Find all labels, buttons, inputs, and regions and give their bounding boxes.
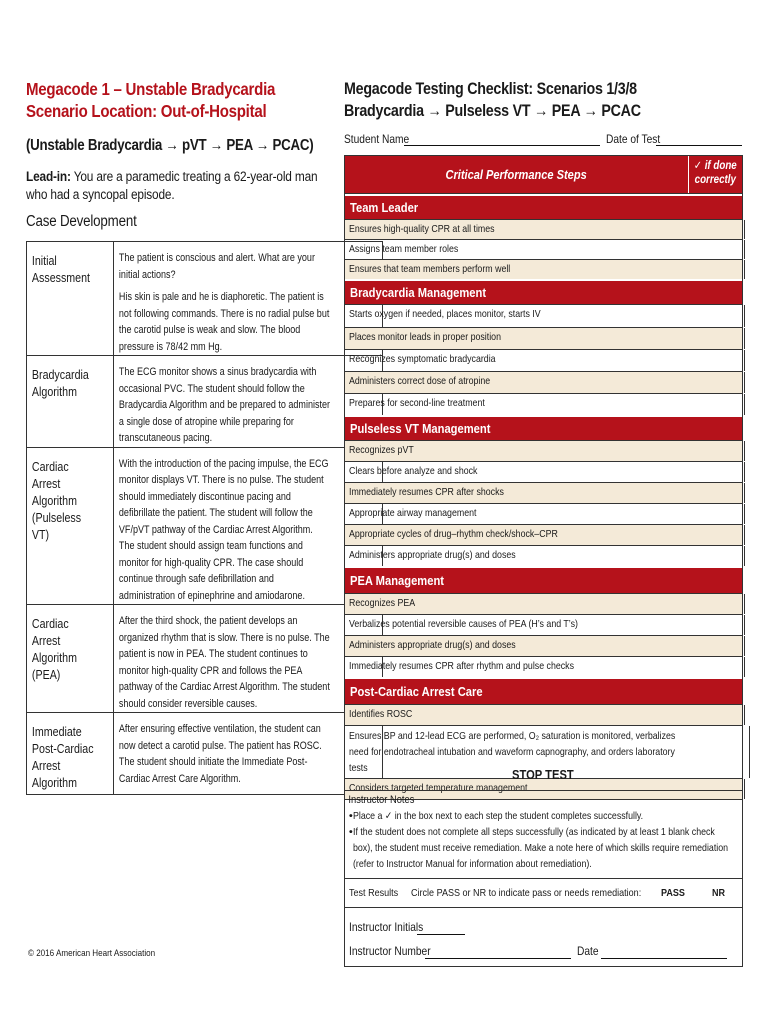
checkbox[interactable] [744,240,745,259]
checklist-row: Considers targeted temperature management [345,778,742,799]
performance-checklist [344,155,743,800]
instructor-number-label: Instructor Number [349,944,431,958]
instructor-signoff [345,907,742,966]
checkbox[interactable] [744,594,745,614]
checkbox[interactable] [744,441,745,461]
case-row-label: Bradycardia Algorithm [31,367,89,399]
checklist-row: Clears before analyze and shock [345,461,742,482]
checklist-header [345,156,742,194]
bullet-icon: • [349,810,353,822]
test-results-row [345,878,742,907]
case-development-table [26,241,383,795]
table-row [27,356,383,448]
case-development-heading: Case Development [26,213,137,230]
copyright: © 2016 American Heart Association [28,948,156,959]
checkbox[interactable] [744,372,745,393]
instructor-initials-field[interactable] [417,934,465,935]
case-row-text: The patient is conscious and alert. What are your initial actions? [118,252,315,281]
checklist-row: Ensures that team members perform well [345,259,742,279]
checklist-row: Recognizes symptomatic bradycardia [345,349,742,371]
student-name-field[interactable] [404,145,600,146]
done-header-line1: ✓ if done [694,160,737,172]
checklist-row: Administers appropriate drug(s) and doses [345,545,742,566]
instructor-initials-label: Instructor Initials [349,920,424,934]
checklist-row: Recognizes PEA [345,593,742,614]
checklist-row: Ensures BP and 12-lead ECG are performed, O₂ saturation is monitored, verbalizes need for endotracheal intubation and waveform capnography, and orders laboratory tests [345,725,742,778]
checkbox[interactable] [744,483,745,503]
date-field[interactable] [601,958,727,959]
checklist-title [344,78,697,122]
checkbox[interactable] [744,525,745,545]
checkbox[interactable] [744,462,745,482]
table-row [27,447,383,605]
student-name-label: Student Name [344,132,410,146]
scenario-sequence: (Unstable Bradycardia → pVT → PEA → PCAC) [26,137,314,154]
case-row-label: Cardiac Arrest Algorithm (PEA) [31,616,77,682]
checklist-row: Appropriate cycles of drug–rhythm check/shock–CPR [345,524,742,545]
lead-in-label: Lead-in: [26,169,71,184]
checklist-row: Starts oxygen if needed, places monitor, starts IV [345,304,742,327]
checkbox[interactable] [744,615,745,635]
nr-option[interactable]: NR [712,887,726,899]
done-header-line2: correctly [694,174,737,186]
checklist-row: Identifies ROSC [345,704,742,725]
date-of-test-label: Date of Test [606,132,661,146]
checklist-row: Verbalizes potential reversible causes of PEA (H’s and T’s) [345,614,742,635]
checkbox[interactable] [744,636,745,656]
checkbox[interactable] [744,657,745,677]
critical-steps-header: Critical Performance Steps [445,167,588,182]
lead-in-text: You are a paramedic treating a 62-year-old man who had a syncopal episode. [26,169,318,202]
checkbox[interactable] [749,726,750,778]
table-row [27,713,383,795]
checklist-row: Ensures high-quality CPR at all times [345,219,742,239]
checkbox[interactable] [744,779,745,799]
lead-in [26,168,330,204]
checklist-row: Immediately resumes CPR after rhythm and pulse checks [345,656,742,677]
checklist-row: Recognizes pVT [345,440,742,461]
section-bradycardia-management: Bradycardia Management [345,279,742,304]
case-row-text: The ECG monitor shows a sinus bradycardia with occasional PVC. The student should follow the Bradycardia Algorithm and be prepared to administer a single dose of atropine while preparing for transcutaneous pacing. [118,366,331,444]
checklist-title-line1: Megacode Testing Checklist: Scenarios 1/3/8 [344,79,637,98]
case-row-label: Initial Assessment [31,253,90,285]
table-row [27,242,383,356]
case-row-text: His skin is pale and he is diaphoretic. The patient is not following commands. There is no radial pulse but the carotid pulse is weak and slow. The blood pressure is 78/42 mm Hg. [118,291,330,353]
case-row-text: After ensuring effective ventilation, the student can now detect a carotid pulse. The patient has ROSC. The student should initiate the Immediate Post-Cardiac Arrest Care Algorithm. [118,723,322,785]
checkbox[interactable] [744,546,745,566]
section-post-cardiac-arrest-care: Post-Cardiac Arrest Care [345,677,742,704]
checklist-row: Assigns team member roles [345,239,742,259]
checkbox[interactable] [744,350,745,371]
checklist-row: Prepares for second-line treatment [345,393,742,415]
section-pea-management: PEA Management [345,566,742,593]
checkbox[interactable] [744,504,745,524]
case-row-text: After the third shock, the patient develops an organized rhythm that is slow. There is no pulse. The patient is now in PEA. The student continues to monitor high-quality CPR and follows the PEA pathway of the Cardiac Arrest Algorithm. The student should consider reversible causes. [118,615,330,710]
test-results-label: Test Results [349,887,399,899]
instructor-notes-box [344,790,743,967]
checkbox[interactable] [744,328,745,349]
checklist-row: Administers correct dose of atropine [345,371,742,393]
section-team-leader: Team Leader [345,194,742,219]
bullet-icon: • [349,826,353,838]
checkbox[interactable] [744,705,745,725]
checklist-row: Places monitor leads in proper position [345,327,742,349]
scenario-title-line1: Megacode 1 – Unstable Bradycardia [26,79,276,99]
pass-option[interactable]: PASS [661,887,685,899]
date-label: Date [577,944,599,958]
case-row-text: With the introduction of the pacing impulse, the ECG monitor displays VT. There is no pulse. The student should immediately discontinue pacing and defibrillate the patient. The student will follow the VF/pVT pathway of the Cardiac Arrest Algorithm. The student should assign team functions and monitor for high-quality CPR. The case should continue through safe defibrillation and administration of epinephrine and amiodarone. [118,457,329,602]
checkbox[interactable] [744,394,745,415]
note-item: • If the student does not complete all steps successfully (as indicated by at least 1 blank check box), the student must receive remediation. Make a note here of which skills require remediation (refer to Instructor Manual for information about remediation). [349,826,728,870]
instructor-notes-title: Instructor Notes [348,794,415,806]
date-of-test-field[interactable] [656,145,742,146]
checkbox[interactable] [744,260,745,279]
stop-test: STOP TEST [511,767,574,782]
section-pulseless-vt-management: Pulseless VT Management [345,415,742,440]
checklist-row: Administers appropriate drug(s) and doses [345,635,742,656]
scenario-panel [26,78,329,231]
checklist-row: Appropriate airway management [345,503,742,524]
test-results-instruction: Circle PASS or NR to indicate pass or needs remediation: [411,887,642,899]
checklist-row: Immediately resumes CPR after shocks [345,482,742,503]
note-item: • Place a ✓ in the box next to each step the student completes successfully. [349,810,643,822]
scenario-title-line2: Scenario Location: Out-of-Hospital [26,101,267,121]
instructor-number-field[interactable] [425,958,571,959]
case-row-label: Immediate Post-Cardiac Arrest Algorithm [31,724,94,790]
case-row-label: Cardiac Arrest Algorithm (Pulseless VT) [31,458,82,542]
checkbox[interactable] [744,220,745,239]
checkbox[interactable] [744,305,745,327]
checklist-title-line2: Bradycardia → Pulseless VT → PEA → PCAC [344,101,641,120]
table-row [27,605,383,713]
